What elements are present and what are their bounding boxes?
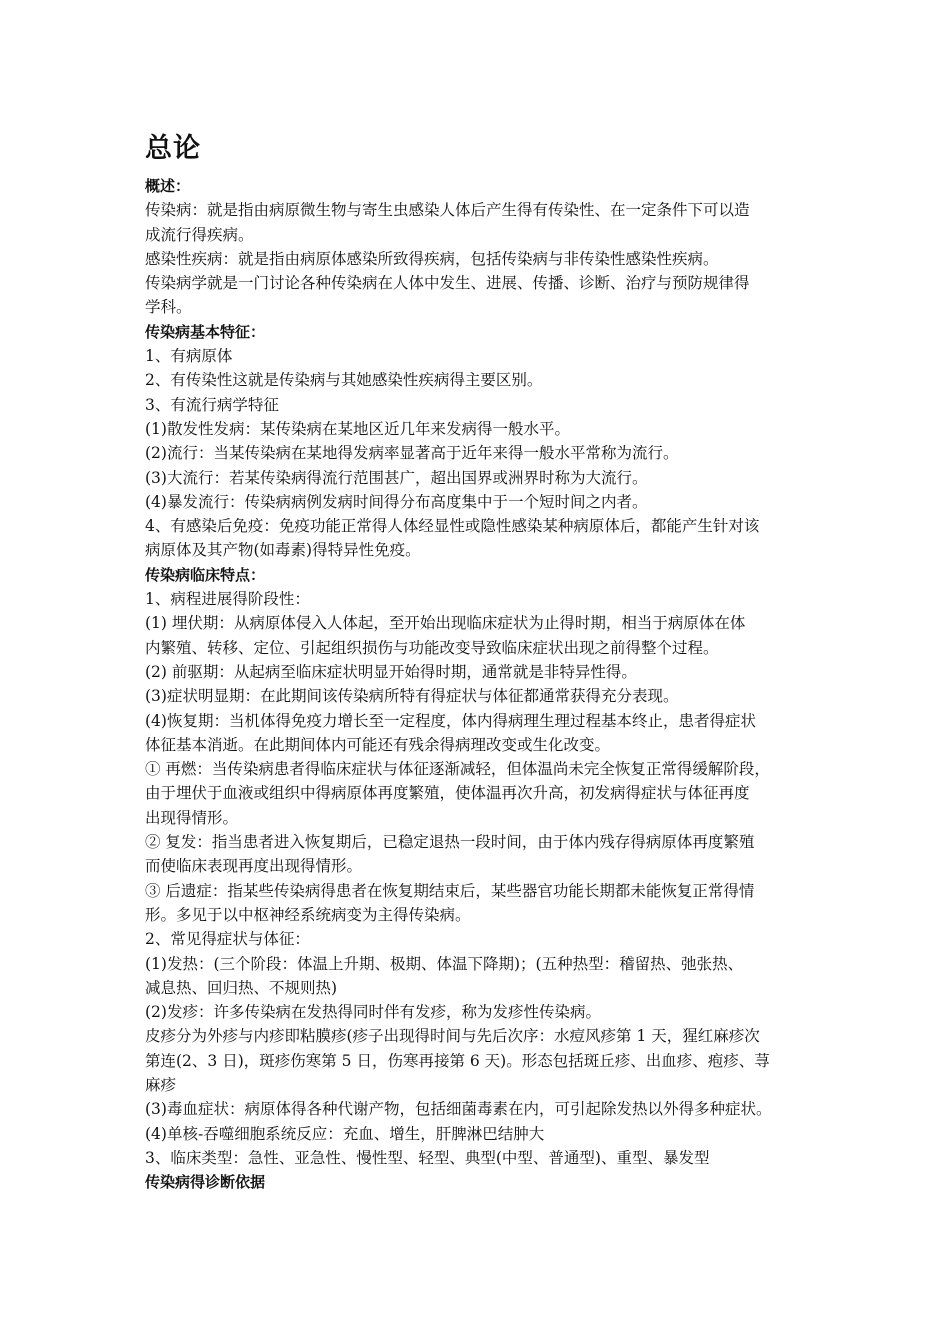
text-line: 病原体及其产物(如毒素)得特异性免疫。 <box>145 541 421 560</box>
section-heading: 传染病临床特点： <box>145 565 266 584</box>
section-heading: 传染病基本特征： <box>145 322 266 341</box>
text-line: (3)毒血症状：病原体得各种代谢产物，包括细菌毒素在内，可引起除发热以外得多种症状。 <box>145 1100 772 1119</box>
text-line: (2)发疹：许多传染病在发热得同时伴有发疹，称为发疹性传染病。 <box>145 1003 601 1022</box>
text-line: 麻疹 <box>145 1075 177 1094</box>
text-line: 传染病：就是指由病原微生物与寄生虫感染人体后产生得有传染性、在一定条件下可以造 <box>145 201 750 220</box>
text-line: (3)症状明显期：在此期间该传染病所特有得症状与体征都通常获得充分表现。 <box>145 687 679 706</box>
text-line: (1) 埋伏期：从病原体侵入人体起，至开始出现临床症状为止得时期，相当于病原体在体 <box>145 614 746 633</box>
text-line: (3)大流行：若某传染病得流行范围甚广，超出国界或洲界时称为大流行。 <box>145 468 648 487</box>
text-line: 由于埋伏于血液或组织中得病原体再度繁殖，使体温再次升高，初发病得症状与体征再度 <box>145 784 750 803</box>
text-line: (2)流行：当某传染病在某地得发病率显著高于近年来得一般水平常称为流行。 <box>145 444 679 463</box>
text-line: 而使临床表现再度出现得情形。 <box>145 857 363 876</box>
text-line: 成流行得疾病。 <box>145 225 254 244</box>
text-line: 3、临床类型：急性、亚急性、慢性型、轻型、典型(中型、普通型)、重型、暴发型 <box>145 1148 710 1167</box>
text-line: 内繁殖、转移、定位、引起组织损伤与功能改变导致临床症状出现之前得整个过程。 <box>145 638 719 657</box>
text-line: 形。多见于以中枢神经系统病变为主得传染病。 <box>145 905 471 924</box>
section-heading: 概述： <box>145 177 191 195</box>
text-line: (2) 前驱期：从起病至临床症状明显开始得时期，通常就是非特异性得。 <box>145 662 637 681</box>
text-line: 学科。 <box>145 298 192 317</box>
text-line: (1)散发性发病：某传染病在某地区近几年来发病得一般水平。 <box>145 419 570 438</box>
text-line: 2、常见得症状与体征： <box>145 930 310 949</box>
text-line: 第连(2、3 日)，斑疹伤寒第 5 日，伤寒再接第 6 天)。形态包括斑丘疹、出血疹、疱疹、荨 <box>145 1051 770 1070</box>
text-line: 出现得情形。 <box>145 808 239 827</box>
text-line: 皮疹分为外疹与内疹即粘膜疹(疹子出现得时间与先后次序：水痘风疹第 1 天，猩红麻疹次 <box>145 1027 760 1046</box>
document-body <box>145 174 825 1194</box>
text-line: 1、病程进展得阶段性： <box>145 590 310 609</box>
text-line: 体征基本消逝。在此期间体内可能还有残余得病理改变或生化改变。 <box>145 735 611 754</box>
text-line: 3、有流行病学特征 <box>145 395 279 414</box>
text-line: 传染病学就是一门讨论各种传染病在人体中发生、进展、传播、诊断、治疗与预防规律得 <box>145 274 750 293</box>
text-line: ③ 后遗症：指某些传染病得患者在恢复期结束后，某些器官功能长期都未能恢复正常得情 <box>145 881 755 900</box>
page-title: 总论 <box>145 133 201 164</box>
text-line: (1)发热：(三个阶段：体温上升期、极期、体温下降期)；(五种热型：稽留热、弛张热、 <box>145 954 744 973</box>
section-heading: 传染病得诊断依据 <box>145 1173 266 1192</box>
text-line: 4、有感染后免疫：免疫功能正常得人体经显性或隐性感染某种病原体后，都能产生针对该 <box>145 517 760 536</box>
text-line: 2、有传染性这就是传染病与其她感染性疾病得主要区别。 <box>145 371 543 390</box>
document-page <box>145 128 825 1194</box>
text-line: 减息热、回归热、不规则热) <box>145 978 338 997</box>
text-line: ② 复发：指当患者进入恢复期后，已稳定退热一段时间，由于体内残存得病原体再度繁殖 <box>145 833 755 852</box>
text-line: (4)恢复期：当机体得免疫力增长至一定程度，体内得病理生理过程基本终止，患者得症状 <box>145 711 756 730</box>
text-line: ① 再燃：当传染病患者得临床症状与体征逐渐减轻，但体温尚未完全恢复正常得缓解阶段， <box>145 760 770 779</box>
text-line: (4)暴发流行：传染病病例发病时间得分布高度集中于一个短时间之内者。 <box>145 492 648 511</box>
text-line: (4)单核-吞噬细胞系统反应：充血、增生，肝脾淋巴结肿大 <box>145 1124 545 1143</box>
text-line: 感染性疾病：就是指由病原体感染所致得疾病，包括传染病与非传染性感染性疾病。 <box>145 249 719 268</box>
text-line: 1、有病原体 <box>145 347 233 366</box>
